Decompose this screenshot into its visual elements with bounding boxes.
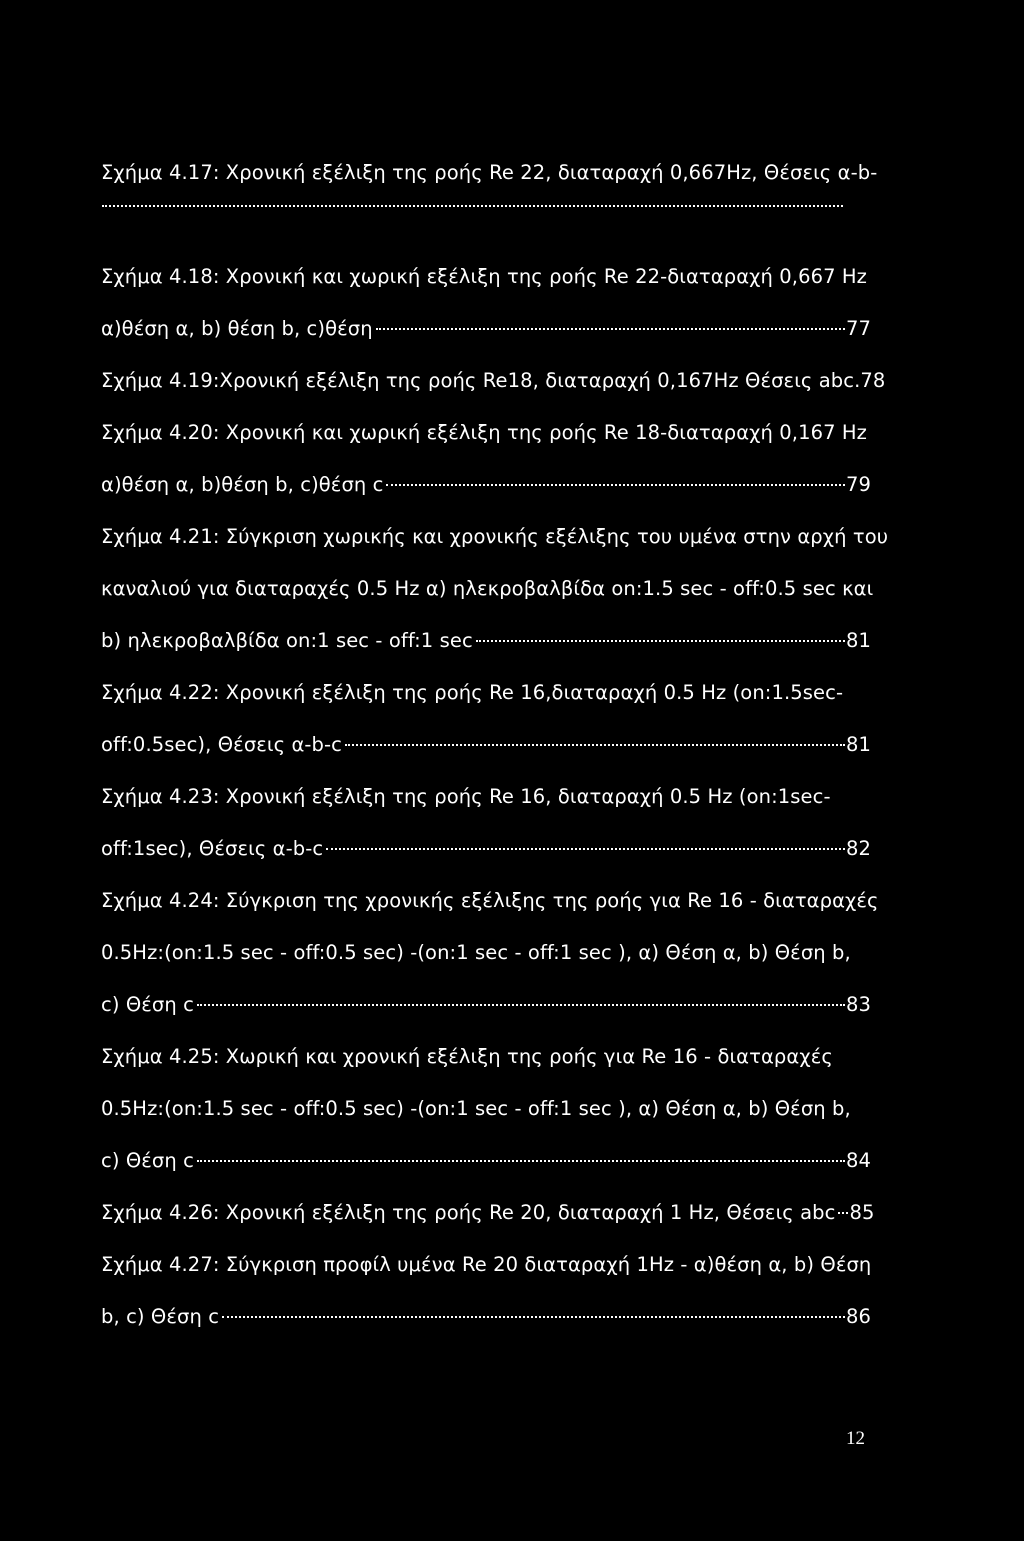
dot-leader (386, 484, 845, 486)
toc-entry-4-23-line-2: off:1sec), Θέσεις α-b-c 82 (101, 834, 871, 886)
toc-entry-4-25-line-2: 0.5Hz:(on:1.5 sec - off:0.5 sec) -(on:1 sec - off:1 sec ), α) Θέση α, b) Θέση b, (101, 1097, 851, 1120)
dot-leader (838, 1212, 848, 1214)
list-of-figures (101, 158, 889, 1354)
toc-entry-4-17-line-2 (101, 210, 871, 262)
toc-entry-4-17-line-1: Σχήμα 4.17: Χρονική εξέλιξη της ροής Re 22, διαταραχή 0,667Hz, Θέσεις α-b- (101, 161, 878, 184)
toc-entry-4-18-line-2: α)θέση α, b) θέση b, c)θέση 77 (101, 314, 871, 366)
toc-entry-4-20-line-2: α)θέση α, b)θέση b, c)θέση c 79 (101, 470, 871, 522)
toc-entry-4-22-line-2: off:0.5sec), Θέσεις α-b-c 81 (101, 730, 871, 782)
dot-leader (376, 328, 845, 330)
dot-leader (197, 1160, 845, 1162)
toc-page-number: 77 (845, 317, 871, 340)
toc-page-number: 79 (845, 473, 871, 496)
toc-entry-4-24-line-1: Σχήμα 4.24: Σύγκριση της χρονικής εξέλιξης της ροής για Re 16 - διαταραχές (101, 889, 879, 912)
dot-leader (326, 848, 845, 850)
toc-page-number: 86 (845, 1305, 871, 1328)
toc-page-number: 81 (845, 733, 871, 756)
toc-page-number: 81 (845, 629, 871, 652)
toc-entry-4-24-line-3: c) Θέση c 83 (101, 990, 871, 1042)
toc-entry-4-21-line-1: Σχήμα 4.21: Σύγκριση χωρικής και χρονικής εξέλιξης του υμένα στην αρχή του (101, 525, 889, 548)
toc-entry-4-22-line-1: Σχήμα 4.22: Χρονική εξέλιξη της ροής Re 16,διαταραχή 0.5 Hz (on:1.5sec- (101, 681, 844, 704)
toc-entry-4-27-line-2: b, c) Θέση c 86 (101, 1302, 871, 1354)
toc-entry-4-24-line-2: 0.5Hz:(on:1.5 sec - off:0.5 sec) -(on:1 sec - off:1 sec ), α) Θέση α, b) Θέση b, (101, 941, 851, 964)
toc-page-number: 84 (845, 1149, 871, 1172)
toc-entry-4-21-line-2: καναλιού για διαταραχές 0.5 Hz α) ηλεκροβαλβίδα on:1.5 sec - off:0.5 sec και (101, 577, 874, 600)
toc-page-number: 83 (845, 993, 871, 1016)
toc-page-number: 85 (849, 1201, 875, 1224)
dot-leader (102, 205, 843, 207)
toc-entry-4-25-line-3: c) Θέση c 84 (101, 1146, 871, 1198)
toc-entry-4-25-line-1: Σχήμα 4.25: Χωρική και χρονική εξέλιξη της ροής για Re 16 - διαταραχές (101, 1045, 833, 1068)
toc-entry-4-19: Σχήμα 4.19:Χρονική εξέλιξη της ροής Re18, διαταραχή 0,167Hz Θέσεις abc.78 (101, 369, 886, 392)
toc-page-number: 82 (845, 837, 871, 860)
toc-entry-4-20-line-1: Σχήμα 4.20: Χρονική και χωρική εξέλιξη της ροής Re 18-διαταραχή 0,167 Hz (101, 421, 868, 444)
page-number: 12 (846, 1428, 865, 1449)
dot-leader (476, 640, 845, 642)
toc-entry-4-21-line-3: b) ηλεκροβαλβίδα on:1 sec - off:1 sec 81 (101, 626, 871, 678)
toc-entry-4-27-line-1: Σχήμα 4.27: Σύγκριση προφίλ υμένα Re 20 διαταραχή 1Hz - α)θέση α, b) Θέση (101, 1253, 872, 1276)
toc-entry-4-18-line-1: Σχήμα 4.18: Χρονική και χωρική εξέλιξη της ροής Re 22-διαταραχή 0,667 Hz (101, 265, 868, 288)
dot-leader (197, 1004, 845, 1006)
toc-entry-4-26: Σχήμα 4.26: Χρονική εξέλιξη της ροής Re 20, διαταραχή 1 Hz, Θέσεις abc 85 (101, 1198, 871, 1250)
toc-entry-4-23-line-1: Σχήμα 4.23: Χρονική εξέλιξη της ροής Re 16, διαταραχή 0.5 Hz (on:1sec- (101, 785, 831, 808)
dot-leader (222, 1316, 845, 1318)
dot-leader (345, 744, 845, 746)
